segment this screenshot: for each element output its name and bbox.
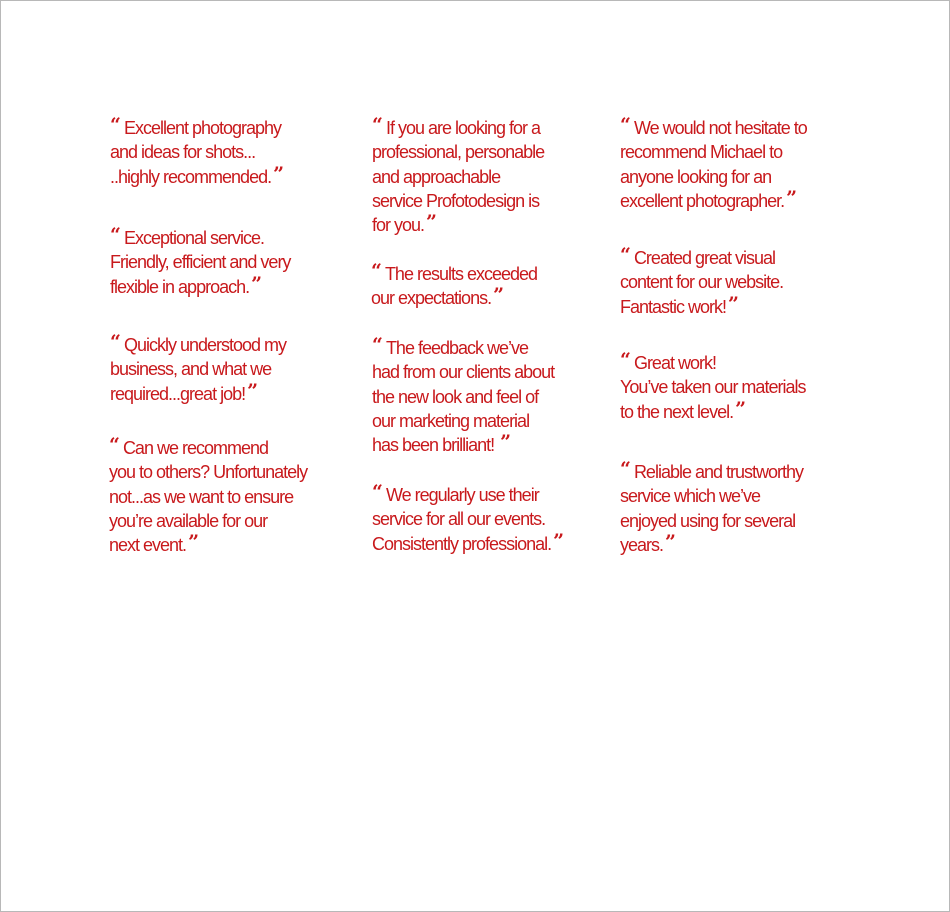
close-quote-mark: ” <box>786 186 798 209</box>
close-quote-mark: ” <box>735 397 747 420</box>
testimonial-text: Reliable and trustworthy service which we’ve enjoyed using for several years. <box>620 462 804 555</box>
testimonial-text: Excellent photography and ideas for shots... ..highly recommended. <box>110 118 282 187</box>
open-quote-mark: “ <box>620 349 631 371</box>
close-quote-mark: ” <box>665 530 676 553</box>
open-quote-mark: “ <box>372 334 383 356</box>
testimonial-quote <box>110 116 284 189</box>
testimonial-quote <box>110 226 290 299</box>
open-quote-mark: “ <box>372 114 383 136</box>
testimonial-text: Exceptional service. Friendly, efficient and very flexible in approach. <box>110 228 291 297</box>
testimonial-text: We regularly use their service for all our events. Consistently professional. <box>372 485 552 554</box>
testimonial-quote <box>371 262 537 311</box>
open-quote-mark: “ <box>110 224 121 246</box>
testimonial-text: If you are looking for a professional, personable and approachable service Profotodesign is for you. <box>372 118 545 236</box>
testimonial-quote <box>372 483 564 556</box>
testimonial-text: Great work! You’ve taken our materials to the next level. <box>620 353 806 422</box>
close-quote-mark: ” <box>426 211 437 234</box>
testimonial-text: We would not hesitate to recommend Michael to anyone looking for an excellent photographer. <box>620 118 807 211</box>
testimonial-text: The feedback we’ve had from our clients about the new look and feel of our marketing material has been brilliant! <box>372 338 555 456</box>
testimonial-quote <box>620 246 783 319</box>
open-quote-mark: “ <box>109 434 120 456</box>
open-quote-mark: “ <box>620 114 631 136</box>
testimonial-quote <box>372 336 554 457</box>
open-quote-mark: “ <box>371 260 382 282</box>
testimonial-quote <box>372 116 544 237</box>
testimonial-quote <box>109 436 307 557</box>
close-quote-mark: ” <box>251 272 263 295</box>
close-quote-mark: ” <box>500 431 512 454</box>
testimonial-text: Quickly understood my business, and what we required...great job! <box>110 335 287 404</box>
testimonial-quote <box>110 333 286 406</box>
close-quote-mark: ” <box>273 162 285 185</box>
close-quote-mark: ” <box>493 284 505 307</box>
close-quote-mark: ” <box>188 531 199 554</box>
testimonial-quote <box>620 116 807 213</box>
open-quote-mark: “ <box>110 331 121 353</box>
open-quote-mark: “ <box>620 458 631 480</box>
testimonial-quote <box>620 460 803 557</box>
open-quote-mark: “ <box>110 114 121 136</box>
close-quote-mark: ” <box>553 529 565 552</box>
testimonial-text: The results exceeded our expectations. <box>371 264 538 309</box>
testimonial-text: Created great visual content for our website. Fantastic work! <box>620 248 784 317</box>
open-quote-mark: “ <box>620 244 631 266</box>
open-quote-mark: “ <box>372 481 383 503</box>
close-quote-mark: ” <box>728 292 739 315</box>
close-quote-mark: ” <box>247 379 259 402</box>
testimonial-quote <box>620 351 805 424</box>
testimonial-text: Can we recommend you to others? Unfortunately not...as we want to ensure you’re available for our next event. <box>109 438 308 556</box>
